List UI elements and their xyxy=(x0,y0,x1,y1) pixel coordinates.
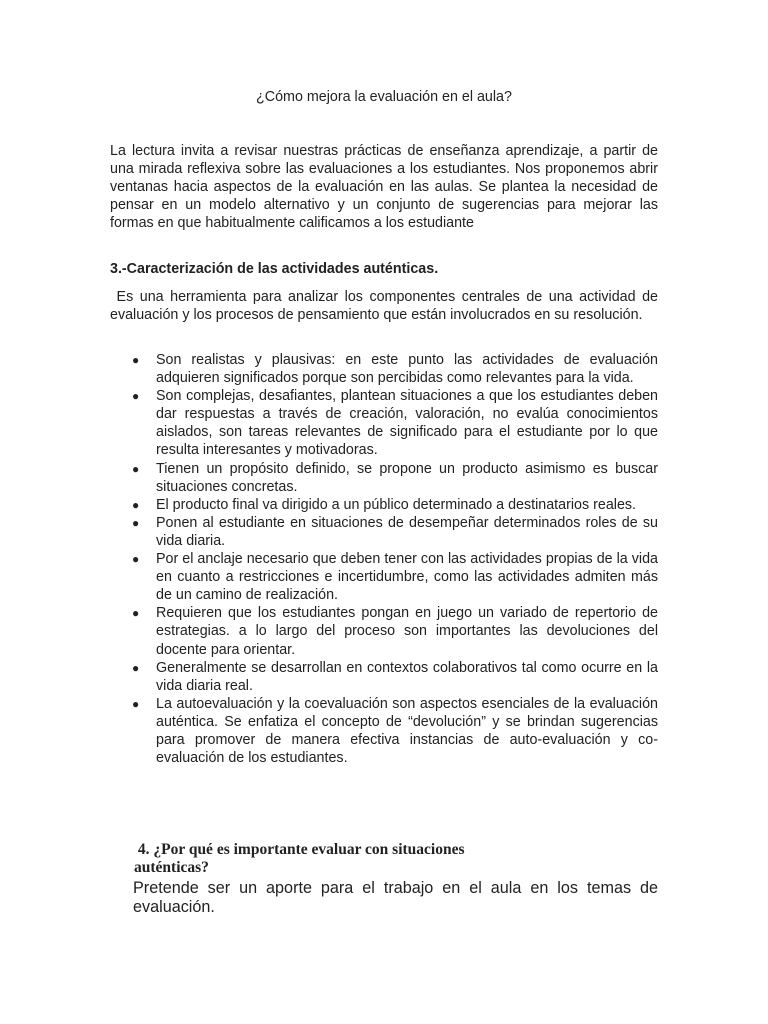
bullet-icon: ● xyxy=(132,461,140,476)
bullet-icon: ● xyxy=(132,696,140,711)
list-item xyxy=(110,496,658,514)
list-item xyxy=(110,514,658,550)
section-4-paragraph: Pretende ser un aporte para el trabajo en el aula en los temas de evaluación. xyxy=(133,879,658,916)
list-item xyxy=(110,460,658,496)
section-4-heading xyxy=(134,841,658,877)
list-item-text: Generalmente se desarrollan en contextos colaborativos tal como ocurre en la vida diaria real. xyxy=(156,659,658,694)
list-item-text: Son complejas, desafiantes, plantean situaciones a que los estudiantes deben dar respuestas a través de creación, valoración, no evalúa conocimientos aislados, son tareas relevantes de significado para el estudiante por lo que resulta interesantes y motivadoras. xyxy=(156,388,658,459)
list-item-text: Por el anclaje necesario que deben tener con las actividades propias de la vida en cuanto a restricciones e incertidumbre, como las actividades admiten más de un camino de realización. xyxy=(156,551,658,604)
list-item-text: Tienen un propósito definido, se propone un producto asimismo es buscar situaciones concretas. xyxy=(156,460,658,495)
bullet-icon: ● xyxy=(132,389,140,404)
bullet-icon: ● xyxy=(132,660,140,675)
section-4-heading-line2: auténticas? xyxy=(134,859,209,876)
bullet-icon: ● xyxy=(132,606,140,621)
list-item-text: Requieren que los estudiantes pongan en juego un variado de repertorio de estrategias. a lo largo del proceso son importantes las devoluciones del docente para orientar. xyxy=(156,605,658,658)
list-item-text: Son realistas y plausivas: en este punto las actividades de evaluación adquieren significados porque son percibidas como relevantes para la vida. xyxy=(156,352,658,387)
list-item xyxy=(110,695,658,767)
bullet-icon: ● xyxy=(132,552,140,567)
characteristics-list xyxy=(110,351,658,767)
list-item xyxy=(110,351,658,387)
page-title: ¿Cómo mejora la evaluación en el aula? xyxy=(256,89,512,105)
list-item-text: La autoevaluación y la coevaluación son aspectos esenciales de la evaluación auténtica. Se enfatiza el concepto de “devolución” y se brindan sugerencias para promover de manera efectiva instancias de auto-evaluación y co-evaluación de los estudiantes. xyxy=(156,695,658,767)
section-3-paragraph: Es una herramienta para analizar los componentes centrales de una actividad de evaluación y los procesos de pensamiento que están involucrados en su resolución. xyxy=(110,289,662,324)
intro-paragraph: La lectura invita a revisar nuestras prácticas de enseñanza aprendizaje, a partir de una mirada reflexiva sobre las evaluaciones a los estudiantes. Nos proponemos abrir ventanas hacia aspectos de la evaluación en las aulas. Se plantea la necesidad de pensar en un modelo alternativo y un conjunto de sugerencias para mejorar las formas en que habitualmente calificamos a los estudiante xyxy=(110,143,658,232)
list-item xyxy=(110,604,658,658)
list-item xyxy=(110,550,658,604)
bullet-icon: ● xyxy=(132,497,140,512)
section-3-heading: 3.-Caracterización de las actividades auténticas. xyxy=(110,261,439,277)
bullet-icon: ● xyxy=(132,515,140,530)
bullet-icon: ● xyxy=(132,353,140,367)
list-item xyxy=(110,387,658,459)
list-item xyxy=(110,659,658,695)
list-item-text: El producto final va dirigido a un público determinado a destinatarios reales. xyxy=(156,496,637,513)
section-4-heading-line1: 4. ¿Por qué es importante evaluar con situaciones xyxy=(134,841,465,858)
list-item-text: Ponen al estudiante en situaciones de desempeñar determinados roles de su vida diaria. xyxy=(156,514,658,549)
